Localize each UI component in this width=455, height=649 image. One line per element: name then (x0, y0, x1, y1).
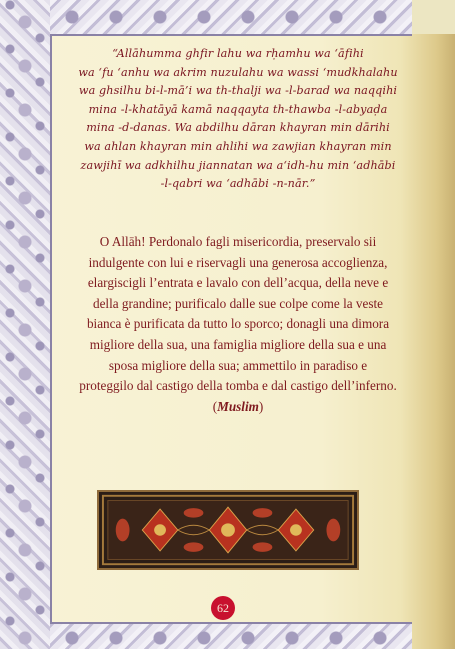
source-citation (62, 397, 414, 418)
source-close-paren: ) (258, 398, 264, 414)
source-open-paren: ( (212, 398, 218, 414)
carpet-ornament-illustration (99, 492, 357, 568)
transliteration-line: wa ‘fu ‘anhu wa akrim nuzulahu wa wassi ‘mudkhalahu (78, 65, 398, 79)
transliteration-line: mina -d-danas. Wa abdilhu dāran khayran min dārihi (86, 121, 390, 135)
translation-line: migliore della sua, una famiglia migliore della sua e una (89, 336, 387, 352)
translation-line: elargiscigli l’entrata e lavalo con dell’acqua, della neve e (87, 275, 389, 291)
decorative-carpet-panel (97, 490, 359, 570)
transliteration-line: wa ahlan khayran min ahlihi wa zawjian khayran min (84, 139, 392, 153)
translation-line: proteggilo dal castigo della tomba e dal castigo dell’inferno. (79, 378, 397, 394)
source-name: Muslim (217, 398, 259, 414)
transliteration-line: -l-qabri wa ‘adhābi -n-nār.” (160, 177, 316, 191)
translation-line: sposa migliore della sua; ammettilo in paradiso e (108, 357, 368, 373)
transliteration-line: zawjihī wa adkhilhu jiannatan wa a‘idh-hu min ‘adhābi (80, 158, 396, 172)
translation-line: indulgente con lui e riservagli una generosa accoglienza, (88, 254, 388, 270)
transliteration-line: wa ghsilhu bi-l-mā’i wa th-thalji wa -l-barad wa naqqihi (78, 84, 398, 98)
transliteration-line: mina -l-khatāyā kamā naqqayta th-thawba -l-abyaḍa (88, 102, 388, 116)
top-right-margin (412, 0, 455, 34)
translation-line: bianca è purificata da tutto lo sporco; donagli una dimora (86, 316, 390, 332)
translation-line: O Allāh! Perdonalo fagli misericordia, preservalo sii (99, 234, 377, 249)
translation-line: della grandine; purificalo dalle sue colpe come la veste (92, 295, 383, 311)
top-ornamental-border (50, 0, 412, 36)
bottom-ornamental-border (50, 622, 412, 649)
translation-paragraph (62, 232, 414, 417)
transliteration-paragraph (62, 45, 414, 194)
transliteration-line: “Allāhumma ghfir lahu wa rḥamhu wa ‘āfihi (112, 47, 364, 60)
left-ornamental-border (0, 0, 52, 649)
page-number-badge: 62 (211, 596, 235, 620)
